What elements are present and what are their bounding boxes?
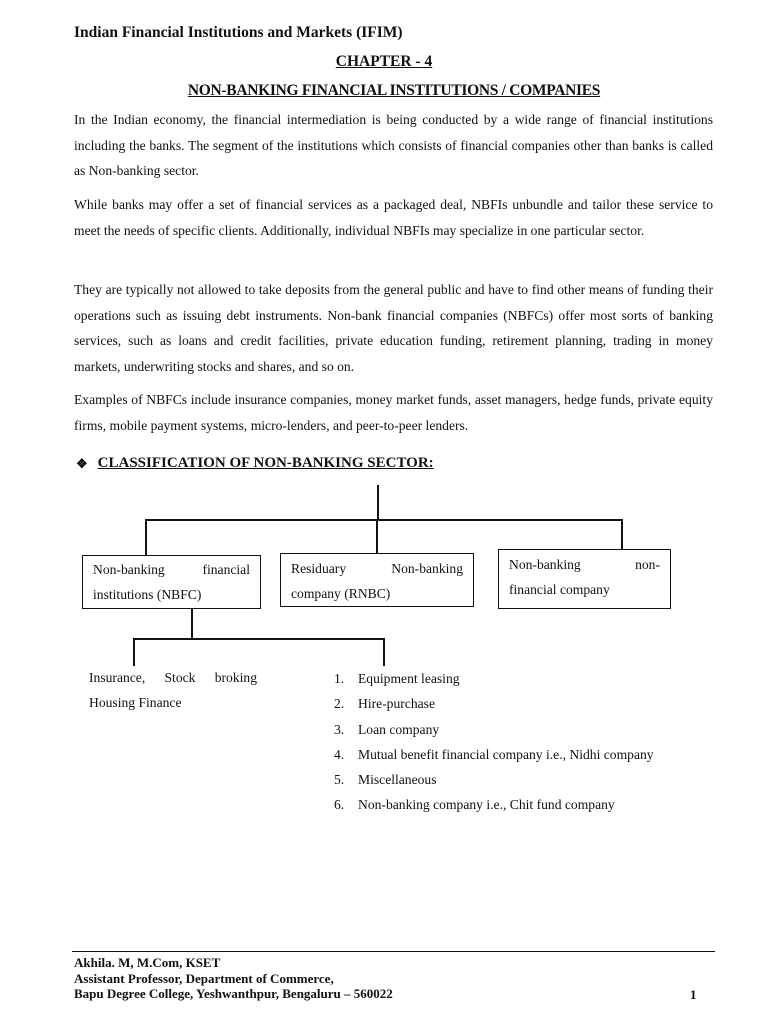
list-item-text: Mutual benefit financial company i.e., Nidhi company bbox=[358, 746, 654, 762]
section-heading bbox=[76, 455, 434, 472]
section-heading-text: CLASSIFICATION OF NON-BANKING SECTOR: bbox=[97, 455, 434, 471]
list-item-number: 3. bbox=[334, 721, 345, 737]
footer-line-college: Bapu Degree College, Yeshwanthpur, Bengaluru – 560022 bbox=[74, 986, 393, 1001]
nbfc-types-line1: Insurance, Stock broking bbox=[89, 670, 257, 685]
footer-line-author: Akhila. M, M.Com, KSET bbox=[74, 955, 221, 970]
list-item bbox=[334, 742, 658, 767]
box-nbfc bbox=[82, 555, 261, 609]
rnbc-numbered-list bbox=[334, 666, 658, 818]
course-title: Indian Financial Institutions and Markets (IFIM) bbox=[74, 24, 403, 41]
chapter-title: NON-BANKING FINANCIAL INSTITUTIONS / COMPANIES bbox=[187, 82, 601, 99]
list-item-text: Equipment leasing bbox=[358, 671, 460, 686]
box-non-financial-line1: Non-banking non- bbox=[509, 557, 660, 572]
connector-nbfc-stem bbox=[191, 609, 193, 639]
paragraph-nbfc-funding: They are typically not allowed to take deposits from the general public and have to find other means of funding their operations such as issuing debt instruments. Non-bank financial companies (NBFCs) offer most sorts of banking services, such as loans and credit facilities, private education funding, retirement planning, trading in money markets, underwriting stocks and shares, and so on. bbox=[74, 282, 713, 374]
list-item-number: 5. bbox=[334, 772, 345, 788]
connector-drop-non-financial bbox=[621, 519, 623, 549]
footer-divider bbox=[72, 951, 715, 952]
chapter-number: CHAPTER - 4 bbox=[335, 53, 433, 70]
list-item bbox=[334, 691, 658, 716]
list-item-number: 4. bbox=[334, 746, 345, 762]
diamond-bullet-icon: ❖ bbox=[76, 455, 88, 471]
list-item bbox=[334, 767, 658, 792]
connector-nbfc-right-drop bbox=[383, 638, 385, 666]
list-item bbox=[334, 792, 658, 817]
connector-root-stem bbox=[377, 485, 379, 519]
paragraph-nbfc-examples: Examples of NBFCs include insurance companies, money market funds, asset managers, hedge funds, private equity firms, mobile payment systems, micro-lenders, and peer-to-peer lenders. bbox=[74, 392, 713, 433]
paragraph-intro: In the Indian economy, the financial intermediation is being conducted by a wide range of financial institutions including the banks. The segment of the institutions which consists of financial companies other than banks is called as Non-banking sector. bbox=[74, 112, 713, 178]
box-nbfc-line2: institutions (NBFC) bbox=[93, 587, 202, 602]
box-rnbc-line2: company (RNBC) bbox=[291, 586, 391, 601]
box-rnbc-line1: Residuary Non-banking bbox=[291, 561, 463, 576]
list-item bbox=[334, 717, 658, 742]
nbfc-types-text bbox=[89, 665, 257, 715]
connector-nbfc-left-drop bbox=[133, 638, 135, 666]
connector-drop-nbfc bbox=[145, 519, 147, 555]
connector-horizontal-bar bbox=[145, 519, 623, 521]
list-item-number: 2. bbox=[334, 696, 345, 712]
footer-line-position: Assistant Professor, Department of Commerce, bbox=[74, 970, 334, 986]
connector-nbfc-bar bbox=[133, 638, 385, 640]
list-item bbox=[334, 666, 658, 691]
footer-author bbox=[74, 955, 393, 1002]
list-item-text: Miscellaneous bbox=[358, 772, 437, 788]
list-item-text: Non-banking company i.e., Chit fund company bbox=[358, 797, 615, 813]
list-item-text: Hire-purchase bbox=[358, 696, 435, 712]
list-item-number: 1. bbox=[334, 671, 345, 686]
list-item-number: 6. bbox=[334, 797, 345, 813]
paragraph-nbfi-services: While banks may offer a set of financial services as a packaged deal, NBFIs unbundle and tailor these service to meet the needs of specific clients. Additionally, individual NBFIs may specialize in one particular sector. bbox=[74, 197, 713, 238]
box-rnbc bbox=[280, 553, 474, 607]
list-item-text: Loan company bbox=[358, 721, 440, 737]
page-number: 1 bbox=[690, 987, 697, 1002]
connector-drop-rnbc bbox=[376, 519, 378, 553]
box-non-financial bbox=[498, 549, 671, 609]
box-non-financial-line2: financial company bbox=[509, 582, 610, 597]
box-nbfc-line1: Non-banking financial bbox=[93, 562, 250, 577]
nbfc-types-line2: Housing Finance bbox=[89, 695, 182, 710]
